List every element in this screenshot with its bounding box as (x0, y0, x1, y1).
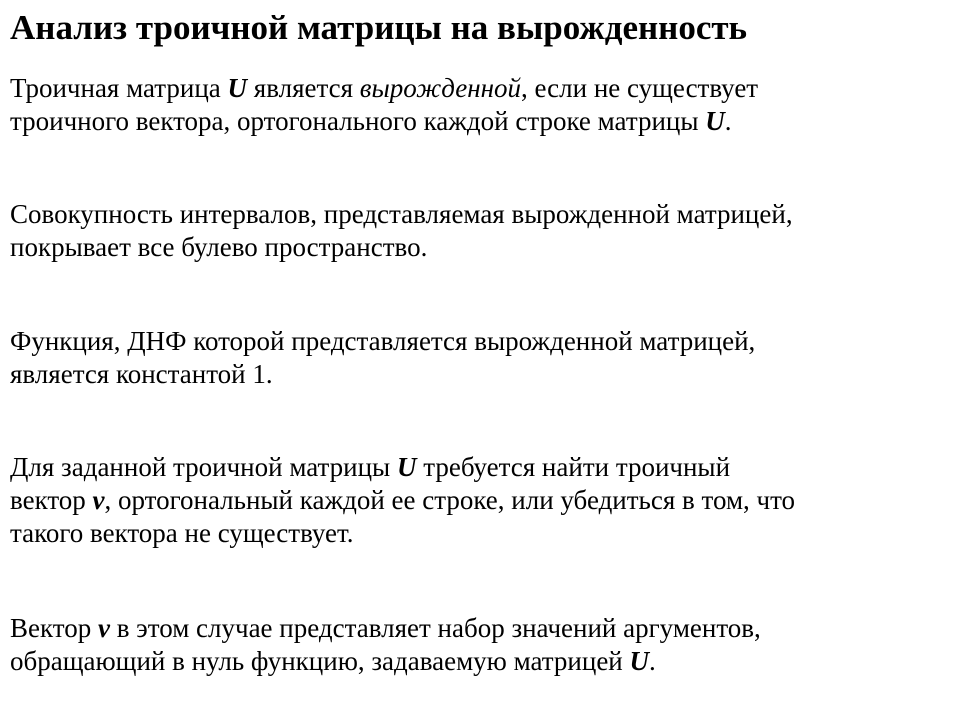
matrix-symbol-u: U (705, 106, 725, 136)
text-run: Троичная матрица (10, 73, 228, 103)
text-line: является константой 1. (10, 359, 273, 389)
text-run: обращающий в нуль функцию, задаваемую матрицей (10, 646, 630, 676)
matrix-symbol-u: U (396, 452, 417, 482)
text-run: троичного вектора, ортогонального каждой строке матрицы (10, 106, 706, 136)
matrix-symbol-u: U (629, 646, 649, 676)
paragraph-interval-coverage (10, 198, 955, 264)
text-run: . (649, 646, 656, 676)
term-degenerate: вырожденной (359, 73, 521, 103)
text-line: Совокупность интервалов, представляемая вырожденной матрицей, (10, 199, 793, 229)
text-run: , ортогональный каждой ее строке, или убедиться в том, что (104, 485, 796, 515)
text-line: Функция, ДНФ которой представляется вырожденной матрицей, (10, 326, 756, 356)
text-line: покрывает все булево пространство. (10, 232, 428, 262)
text-run: . (724, 106, 732, 136)
text-run: Вектор (10, 613, 98, 643)
vector-symbol-v: v (92, 485, 105, 515)
paragraph-dnf-constant (10, 325, 955, 391)
text-run: является (247, 73, 360, 103)
paragraph-task-statement (10, 451, 955, 550)
matrix-symbol-u: U (227, 73, 248, 103)
text-run: требуется найти троичный (416, 452, 731, 482)
text-run: , если не существует (521, 73, 759, 103)
slide-title: Анализ троичной матрицы на вырожденность (10, 8, 748, 47)
text-run: Для заданной троичной матрицы (10, 452, 397, 482)
text-run: в этом случае представляет набор значений аргументов, (109, 613, 761, 643)
paragraph-degenerate-definition (10, 72, 955, 138)
text-line: такого вектора не существует. (10, 518, 354, 548)
vector-symbol-v: v (97, 613, 110, 643)
text-run: вектор (10, 485, 93, 515)
paragraph-vector-meaning (10, 612, 955, 678)
